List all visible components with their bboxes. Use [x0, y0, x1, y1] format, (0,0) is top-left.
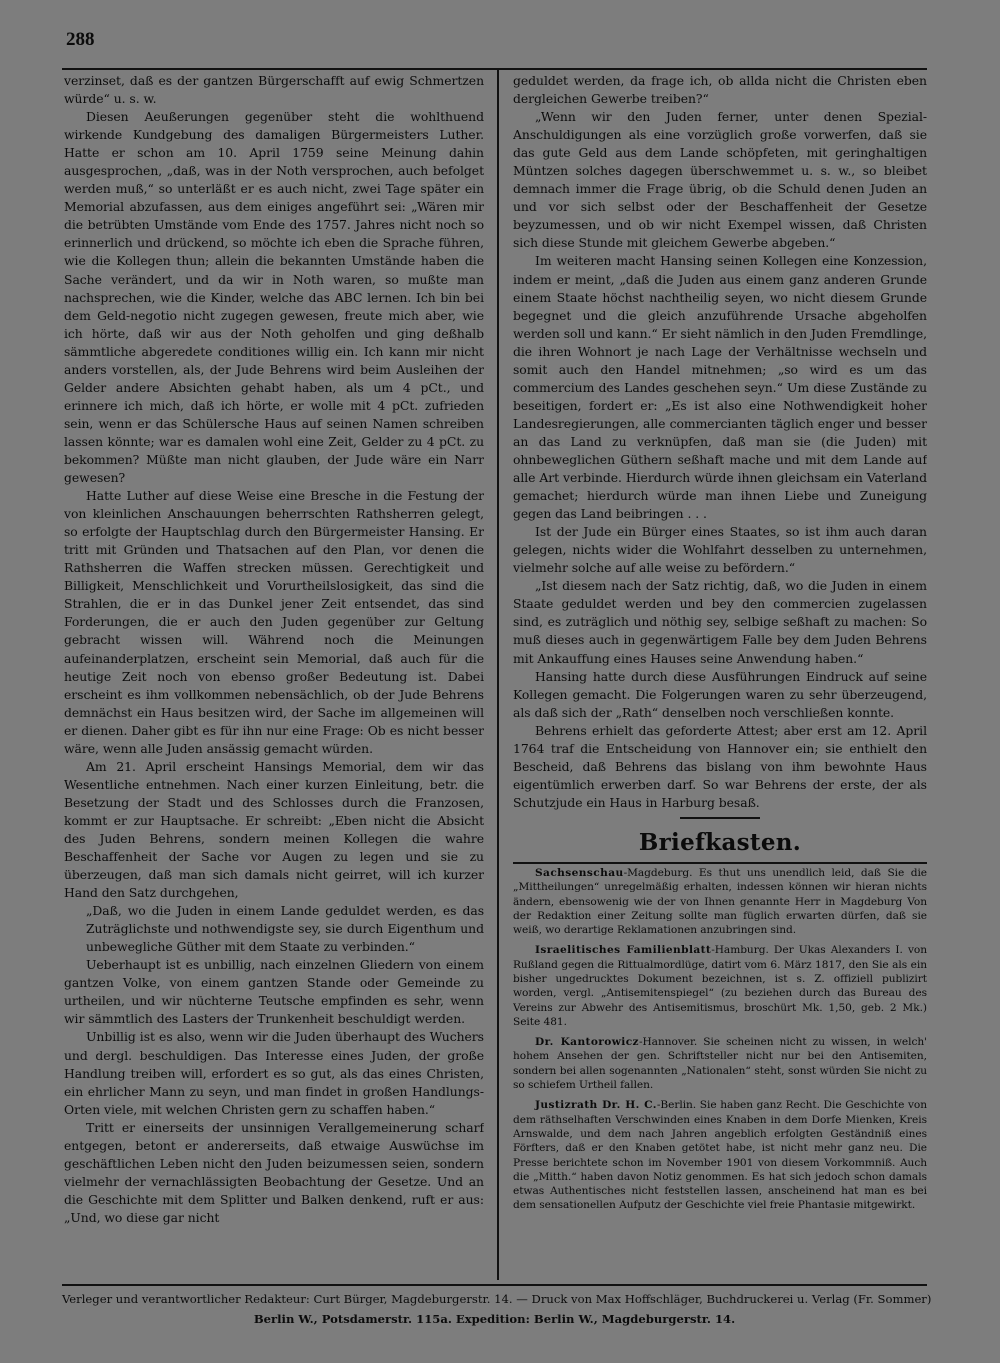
right-column-article — [513, 72, 927, 812]
letter-text: -Hamburg. Der Ukas Alexanders I. von Rußland gegen die Rittualmordlüge, datirt vom 6. März 1817, den Sie als ein bisher ungedrucktes Dokument bezeichnen, ist s. Z. offiziell publizirt worden, vergl. „Antisemitenspiegel“ (zu beziehen durch das Bureau des Vereins zur Abwehr des Antisemitismus, broschürt Mk. 1,50, geb. 2 Mk.) Seite 481. — [513, 944, 927, 1028]
header-rule — [62, 68, 927, 70]
left_column-paragraph: Diesen Aeußerungen gegenüber steht die wohlthuend wirkende Kundgebung des damaligen Bürgermeisters Luther. Hatte er schon am 10. April 1759 seine Meinung dahin ausgesprochen, „daß, was in der Noth versprochen, auch befolget werden muß,“ so unterläßt er es auch nicht, zwei Tage später ein Memorial abzufassen, aus dem einiges angeführt sei: „Wären mir die betrübten Umstände vom Ende des 1757. Jahres nicht noch so erinnerlich und drückend, so möchte ich eben die Sprache führen, wie die Kollegen thun; allein die bekannten Umstände haben die Sache verändert, und da wir in Noth waren, so mußte man nachsprechen, wie die Kinder, welche das ABC lernen. Ich bin bei dem Geld-negotio nicht zugegen gewesen, freute mich aber, wie ich hörte, daß wir aus der Noth geholfen und ging deßhalb sämmtliche abgeredete conditiones willig ein. Ich kann mir nicht anders vorstellen, als, der Jude Behrens wird beim Ausleihen der Gelder andere Absichten gehabt haben, als um 4 pCt., und erinnere ich mich, daß ich hörte, er wolle mit 4 pCt. zufrieden sein, wenn er das Schülersche Haus auf seinen Namen schreiben lassen könnte; war es damalen wohl eine Zeit, Gelder zu 4 pCt. zu bekommen? Müßte man nicht glauben, der Jude wäre ein Narr gewesen? — [64, 109, 484, 486]
letter-paragraph — [513, 943, 927, 1029]
imprint-line-2: Berlin W., Potsdamerstr. 115a. Expedition: Berlin W., Magdeburgerstr. 14. — [253, 1312, 736, 1326]
briefkasten-letters — [513, 866, 927, 1213]
letter-addressee: Israelitisches Familienblatt — [535, 944, 712, 957]
right_column-paragraph: „Wenn wir den Juden ferner, unter denen Spezial-Anschuldigungen als eine vorzüglich große vorwerfen, daß sie das gute Geld aus dem Lande schöpfeten, mit geringhaltigen Müntzen solches dagegen überschwemmet u. s. w., so bleibet demnach immer die Frage übrig, ob die Schuld denen Juden an und vor sich selbst oder der Beschaffenheit der Gesetze beyzumessen, und ob wir nicht Exempel wissen, daß Christen sich diese Stunde mit gleichem Gewerbe abgeben.“ — [513, 109, 927, 251]
letter-text: -Hannover. Sie scheinen nicht zu wissen, in welch' hohem Ansehen der gen. Schriftsteller nicht nur bei den Antisemiten, sondern bei allen sogenannten „Nationalen“ steht, sonst würden Sie nicht zu so schiefem Urtheil fallen. — [513, 1036, 927, 1092]
letter-paragraph — [513, 1098, 927, 1212]
left_column-paragraph: verzinset, daß es der gantzen Bürgerschafft auf ewig Schmertzen würde“ u. s. w. — [64, 73, 484, 107]
briefkasten-letter — [513, 866, 927, 937]
right-column — [513, 72, 927, 1278]
right_column-paragraph: Behrens erhielt das geforderte Attest; aber erst am 12. April 1764 traf die Entscheidung von Hannover ein; sie enthielt den Bescheid, daß Behrens das bislang von ihm bewohnte Haus eigentümlich erwerben darf. So war Behrens der erste, der als Schutzjude ein Haus in Harburg besaß. — [513, 722, 927, 810]
letter-addressee: Sachsenschau — [535, 866, 624, 879]
right_column-paragraph: Im weiteren macht Hansing seinen Kollegen eine Konzession, indem er meint, „daß die Juden aus einem ganz anderen Grunde einem Staate höchst nachtheilig seyen, wo nicht diesem Grunde begegnet und die gleich anzuführende Ursache abgeholfen werden soll und kann.“ Er sieht nämlich in den Juden Fremdlinge, die ihren Wohnort je nach Lage der Verhältnisse wechseln und somit auch den Handel mitnehmen; „so wird es um das commercium des Landes geschehen seyn.“ Um diese Zustände zu beseitigen, fordert er: „Es ist also eine Nothwendigkeit hoher Landesregierungen, alle commercianten täglich enger und besser an das Land zu verknüpfen, daß man sie (die Juden) mit ohnbeweglichen Güthern seßhaft mache und mit dem Lande auf alle Art verbinde. Hierdurch würde ihnen gleichsam ein Vaterland gemachet; hierdurch würde man ihnen Liebe und Zuneigung gegen das Land beibringen . . . — [513, 253, 927, 522]
letter-text: -Magdeburg. Es thut uns unendlich leid, daß Sie die „Mittheilungen“ unregelmäßig erhalten, indessen können wir hieran nichts ändern, ebensowenig wie der von Ihnen genannte Herr in Magdeburg Von der Redaktion einer Zeitung sollte man füglich erwarten dürfen, daß sie weiß, wo derartige Reklamationen anzubringen sind. — [513, 866, 927, 937]
right_column-paragraph: geduldet werden, da frage ich, ob allda nicht die Christen eben dergleichen Gewerbe treiben?“ — [513, 73, 927, 107]
page-number: 288 — [66, 29, 95, 50]
left_column-paragraph: „Daß, wo die Juden in einem Lande geduldet werden, es das Zuträglichste und nothwendigste sey, sie durch Eigenthum und unbewegliche Güther mit dem Staate zu verbinden.“ — [86, 903, 484, 955]
left_column-paragraph: Hatte Luther auf diese Weise eine Bresche in die Festung der von kleinlichen Anschauungen beherrschten Rathsherren gelegt, so erfolgte der Hauptschlag durch den Bürgermeister Hansing. Er tritt mit Gründen und Thatsachen auf den Plan, vor denen die Rathsherren die Waffen strecken müssen. Gerechtigkeit und Billigkeit, Menschlichkeit und Vorurtheilslosigkeit, das sind die Strahlen, die er in das Dunkel jener Zeit entsendet, das sind Forderungen, die er auch den Juden gegenüber zur Geltung gebracht wissen will. Während noch die Meinungen aufeinanderplatzen, erscheint sein Memorial, daß auch für die heutige Zeit noch von ebenso großer Bedeutung ist. Dabei erscheint es ihm vollkommen nebensächlich, ob der Jude Behrens demnächst ein Haus besitzen wird, der Sache im allgemeinen will er dienen. Daher gibt es für ihn nur eine Frage: Ob es nicht besser wäre, wenn alle Juden ansässig gemacht würden. — [64, 488, 484, 756]
column-divider — [497, 70, 499, 1280]
section-rule — [680, 817, 760, 819]
letter-addressee: Dr. Kantorowicz — [535, 1036, 639, 1049]
letter-paragraph — [513, 866, 927, 937]
letter-paragraph — [513, 1035, 927, 1092]
letter-addressee: Justizrath Dr. H. C. — [535, 1099, 657, 1112]
left_column-paragraph: Am 21. April erscheint Hansings Memorial, dem wir das Wesentliche entnehmen. Nach einer kurzen Einleitung, betr. die Besetzung der Stadt und des Schlosses durch die Franzosen, kommt er zur Hauptsache. Er schreibt: „Eben nicht die Absicht des Juden Behrens, sondern meinen Kollegen die wahre Beschaffenheit der Sache vor Augen zu legen und sie zu überzeugen, daß man sich damals nicht geirret, will ich kurzer Hand den Satz durchgehen, — [64, 758, 484, 901]
right_column-paragraph: Ist der Jude ein Bürger eines Staates, so ist ihm auch daran gelegen, nichts wider die Wohlfahrt desselben zu unternehmen, vielmehr solche auf alle weise zu befördern.“ — [513, 524, 927, 576]
imprint-footer — [62, 1289, 932, 1329]
left_column-paragraph: Unbillig ist es also, wenn wir die Juden überhaupt des Wuchers und dergl. beschuldigen. Das Interesse eines Juden, der große Handlung treiben will, erfordert es so gut, als das eines Christen, ein ehrlicher Mann zu seyn, und man findet in großen Handlungs-Orten viele, mit welchen Christen gern zu schaffen haben.“ — [64, 1029, 484, 1117]
letter-text: -Berlin. Sie haben ganz Recht. Die Geschichte von dem räthselhaften Verschwinden eines Knaben in dem Dorfe Mienken, Kreis Arnswalde, und dem nach Jahren angeblich erfolgten Geständniß eines Förfters, daß er den Knaben getötet habe, ist nicht mehr ganz neu. Die Presse berichtete schon im November 1901 von diesem Vorkommniß. Auch die „Mitth.“ haben davon Notiz genommen. Es hat sich jedoch schon damals etwas Authentisches nicht feststellen lassen, anscheinend hat man es bei dem sensationellen Aufputz der Geschichte viel freie Phantasie mitgewirkt. — [513, 1099, 927, 1212]
briefkasten-rule — [513, 862, 927, 864]
briefkasten-heading: Briefkasten. — [638, 828, 802, 856]
briefkasten-letter — [513, 1098, 927, 1212]
left_column-paragraph: Ueberhaupt ist es unbillig, nach einzelnen Gliedern von einem gantzen Volke, von einem gantzen Stande oder Gemeinde zu urtheilen, und wir nüchterne Teutsche empfinden es sehr, wenn wir sämmtlich des Lasters der Trunkenheit beschuldigt werden. — [64, 957, 484, 1027]
imprint-line-1: Verleger und verantwortlicher Redakteur: Curt Bürger, Magdeburgerstr. 14. — Druck von Max Hoffschläger, Buchdruckerei u. Verlag (Fr. Sommer) — [62, 1292, 932, 1306]
right_column-paragraph: Hansing hatte durch diese Ausführungen Eindruck auf seine Kollegen gemacht. Die Folgerungen waren zu sehr überzeugend, als daß sich der „Rath“ denselben noch verschließen konnte. — [513, 668, 927, 720]
briefkasten-letter — [513, 943, 927, 1029]
left_column-paragraph: Tritt er einerseits der unsinnigen Verallgemeinerung scharf entgegen, betont er andererseits, daß etwaige Auswüchse im geschäftlichen Leben nicht den Juden beizumessen seien, sondern vielmehr der vernachlässigten Beobachtung der Gesetze. Und an die Geschichte mit dem Splitter und Balken denkend, ruft er aus: „Und, wo diese gar nicht — [64, 1119, 484, 1225]
left-column — [64, 72, 484, 1278]
footer-rule — [62, 1284, 927, 1286]
right_column-paragraph: „Ist diesem nach der Satz richtig, daß, wo die Juden in einem Staate geduldet werden und bey den commercien zugelassen sind, es zuträglich und nöthig sey, selbige seßhaft zu machen: So muß dieses auch in gegenwärtigem Falle bey dem Juden Behrens mit Ankauffung eines Hauses seine Anwendung haben.“ — [513, 578, 927, 666]
briefkasten-letter — [513, 1035, 927, 1092]
